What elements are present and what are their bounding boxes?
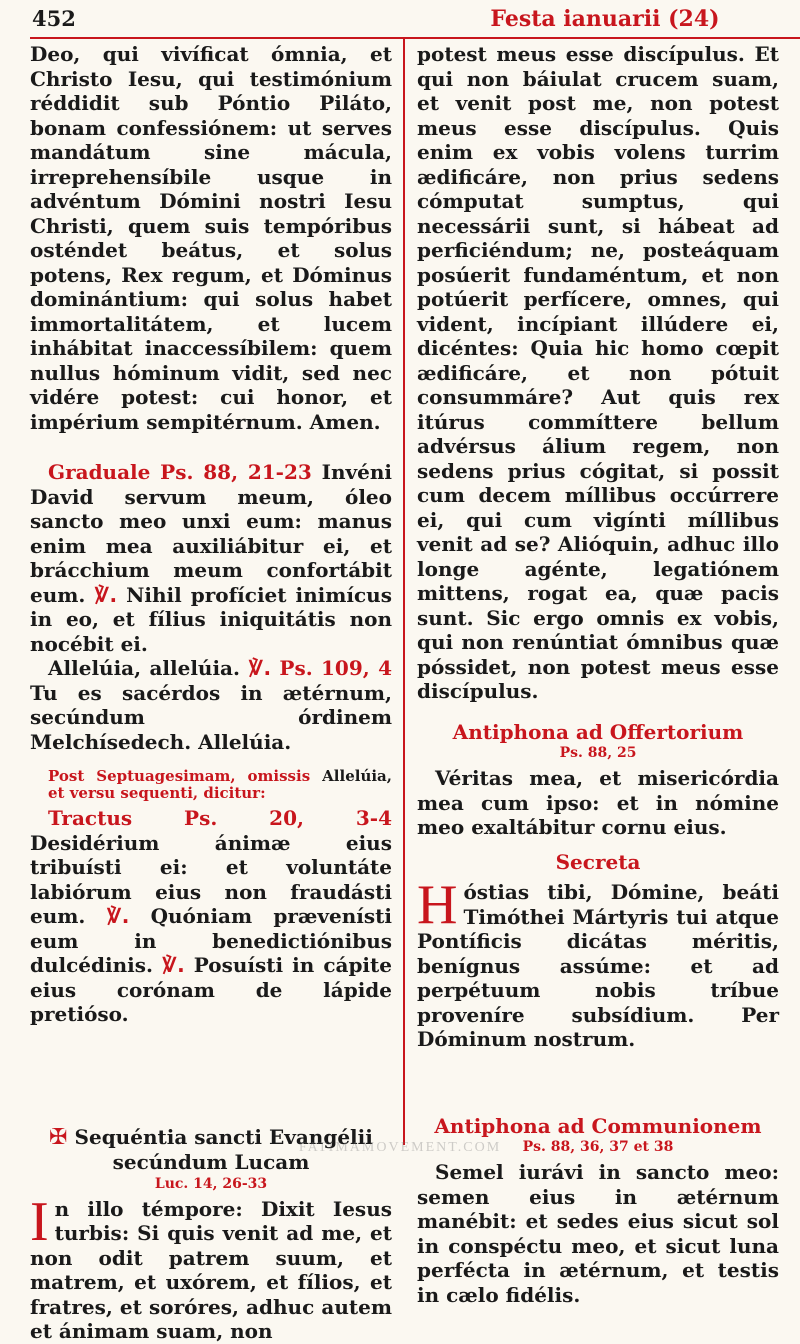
rubric xyxy=(30,768,392,802)
versicle-icon: ℣. xyxy=(162,953,185,977)
tractus-verse-2: Posuísti in cápite eius corónam de lápide pretióso. xyxy=(30,953,392,1026)
graduale-verse: Nihil profíciet inimícus in eo, et fílius iniquitátis non nocébit ei. xyxy=(30,582,392,656)
dropcap: I xyxy=(30,1190,49,1253)
versicle-icon: ℣. xyxy=(106,904,130,928)
header-rule xyxy=(30,37,800,39)
tractus xyxy=(30,806,392,1027)
rubric-part3: et versu sequenti, dicitur: xyxy=(48,784,266,802)
alleluia-verse: Tu es sacérdos in ætérnum, secúndum órdinem Melchísedech. Allelúia. xyxy=(30,680,392,754)
communion-text: Semel iurávi in sancto meo: semen eius in ætérnum manébit: et sedes eius sicut sol in conspéctu meo, et sicut luna perfécta in ætérnum, et testis in cælo fidélis. xyxy=(417,1160,779,1307)
graduale xyxy=(30,460,392,656)
page-header xyxy=(0,0,800,36)
gospel-ref: Luc. 14, 26-33 xyxy=(154,1175,268,1192)
watermark: FATIMAMOVEMENT.COM xyxy=(298,1140,502,1155)
running-title: Festa ianuarii (24) xyxy=(490,6,720,32)
secreta-heading: Secreta xyxy=(555,849,641,874)
gospel-title-text: Sequéntia sancti Evangélii secúndum Lucam xyxy=(74,1124,373,1174)
cross-icon: ✠ xyxy=(49,1124,68,1150)
epistle-end: Deo, qui vivíficat ómnia, et Christo Iesu, qui testimónium réddidit sub Póntio Piláto, bonam confessiónem: ut serves mandátum sine mácula, irreprehensíbile usque in advéntum Dómini nostri Iesu Christi, quem suis tempóribus osténdet beátus, et solus potens, Rex regum, et Dóminus dominántium: qui solus habet immortalitátem, et lucem inhábitat inaccessíbilem: quem nullus hóminum vidit, sed nec vidére potest: cui honor, et impérium sempitérnum. Amen. xyxy=(30,42,392,434)
column-divider xyxy=(403,39,405,1145)
communion-ref: Ps. 88, 36, 37 et 38 xyxy=(522,1139,674,1155)
gospel-heading-block xyxy=(30,1125,392,1193)
alleluia-ref: Ps. 109, 4 xyxy=(279,656,392,680)
rubric-part1: Post Septuagesimam, omissis xyxy=(48,767,311,785)
versicle-icon: ℣. xyxy=(248,656,272,680)
communion-heading: Antiphona ad Communionem xyxy=(434,1113,762,1138)
rubric-part2: Allelúia, xyxy=(322,767,392,785)
dropcap: H xyxy=(417,874,458,936)
gospel-text: n illo témpore: Dixit Iesus turbis: Si quis venit ad me, et non odit patrem suum, et matrem, et uxórem, et fílios, et fratres, et soróres, adhuc autem et ánimam suam, non xyxy=(30,1196,392,1343)
versicle-icon: ℣. xyxy=(94,582,118,607)
graduale-heading: Graduale Ps. 88, 21-23 xyxy=(48,460,312,484)
gospel-text-block xyxy=(30,1190,392,1344)
page-number: 452 xyxy=(32,6,76,31)
alleluia xyxy=(30,656,392,754)
alleluia-text: Allelúia, allelúia. xyxy=(48,656,240,680)
right-column xyxy=(417,42,779,1307)
secreta-text: óstias tibi, Dómine, beáti Timóthei Mártyris tui atque Pontíficis dicátas méritis, benígnus assúme: et ad perpétuum nobis tríbue proveníre subsídium. Per Dóminum nostrum. xyxy=(417,880,779,1051)
tractus-verse-1: Quóniam prævenísti eum in benedictiónibus dulcédinis. xyxy=(30,904,392,977)
tractus-heading: Tractus Ps. 20, 3-4 xyxy=(48,806,392,830)
gospel-continuation: potest meus esse discípulus. Et qui non báiulat crucem suam, et venit post me, non potest meus esse discípulus. Quis enim ex vobis volens turrim ædificáre, non prius sedens cómputat sumptus, qui necessárii sunt, si hábeat ad perficiéndum; ne, posteáquam posúerit fundaméntum, et non potúerit perfícere, omnes, qui vident, incípiant illúdere ei, dicéntes: Quia hic homo cœpit ædificáre, et non pótuit consummáre? Aut quis rex itúrus commíttere bellum advérsus álium regem, non sedens prius cógitat, si possit cum decem míllibus occúrrere ei, qui cum vigínti míllibus venit ad se? Alióquin, adhuc illo longe agénte, legatiónem mittens, rogat ea, quæ pacis sunt. Sic ergo omnis ex vobis, qui non renúntiat ómnibus quæ póssidet, non potest meus esse discípulus. xyxy=(417,42,779,703)
offertory-heading: Antiphona ad Offertorium xyxy=(452,719,744,744)
tractus-text: Desidérium ánimæ eius tribuísti ei: et voluntáte labiórum eius non fraudásti eum. xyxy=(30,830,392,928)
secreta-block xyxy=(417,874,779,1052)
graduale-text: Invéni David servum meum, óleo sancto meo unxi eum: manus enim mea auxiliábitur ei, et brácchium meum confortábit eum. xyxy=(30,460,393,607)
offertory-text: Véritas mea, et misericórdia mea cum ipso: et in nómine meo exaltábitur cornu eius. xyxy=(417,766,779,839)
offertory-ref: Ps. 88, 25 xyxy=(559,745,637,761)
